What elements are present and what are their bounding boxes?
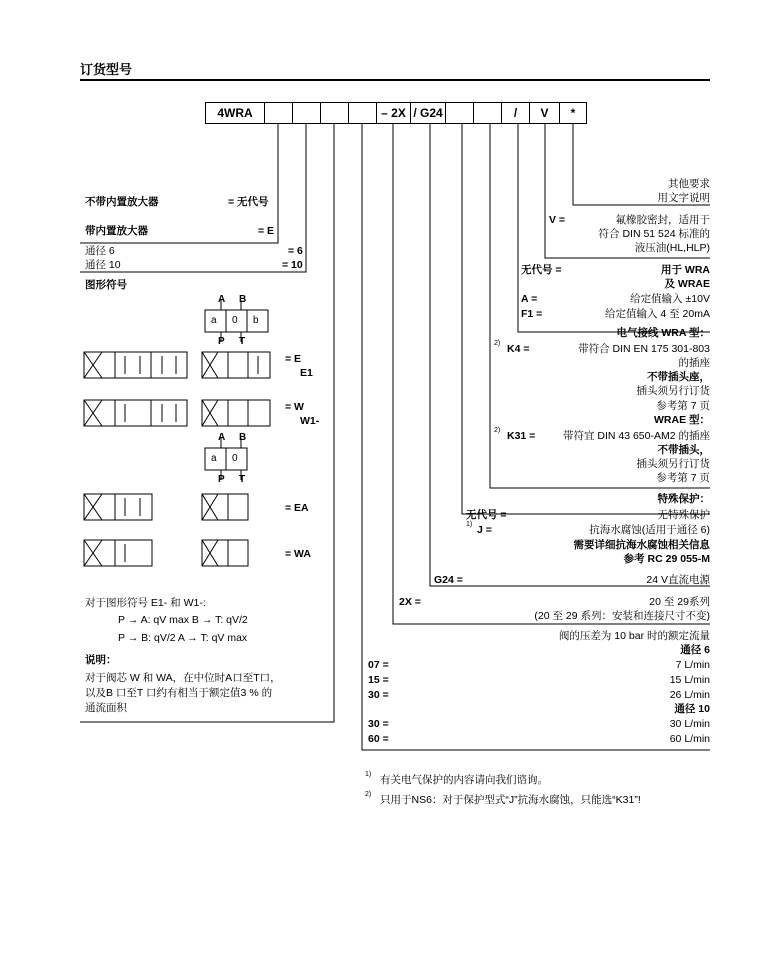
port-b-label: B: [239, 294, 247, 305]
code-2x: 2X: [391, 106, 406, 120]
footnote-1: 有关电气保护的内容请向我们谘询。: [380, 774, 548, 786]
sym-ea-code: = EA: [285, 502, 309, 514]
flow-line-2: P → B: qV/2 A → T: qV max: [118, 632, 248, 644]
note-title: 说明：: [85, 654, 117, 666]
footnote-2-sup: 2): [365, 791, 372, 798]
valve-symbols: [80, 294, 340, 584]
j-text: 抗海水腐蚀(适用于通径 6): [589, 524, 710, 536]
wrae-title: WRAE 型：: [654, 414, 710, 426]
j-code: J =: [477, 524, 492, 536]
port-t-label: T: [239, 336, 246, 347]
size6-code: = 6: [288, 245, 303, 257]
f30-value: 26 L/min: [669, 689, 710, 701]
code-star: *: [559, 102, 587, 124]
j-more-1: 需要详细抗海水腐蚀相关信息: [573, 539, 710, 551]
cell-0-label-2: 0: [232, 453, 238, 464]
2x-code: 2X =: [399, 596, 421, 608]
v-text-3: 液压油(HL,HLP): [634, 242, 710, 254]
and-wrae: 及 WRAE: [664, 278, 710, 290]
code-4wra: 4WRA: [205, 102, 265, 124]
cell-a-label: a: [211, 315, 217, 326]
k4-text-1: 带符合 DIN EN 175 301-803: [578, 343, 710, 355]
k4-text-3: 不带插头座，: [647, 371, 710, 383]
sym-w1-code: W1-: [300, 415, 320, 427]
sym-e-code: = E: [285, 353, 302, 365]
other-req-2: 用文字说明: [657, 192, 710, 204]
other-req-1: 其他要求: [668, 178, 710, 190]
footnote-2: 只用于NS6：对于保护型式“J”抗海水腐蚀，只能选“K31”!: [380, 794, 641, 806]
v-text-2: 符合 DIN 51 524 标准的: [598, 228, 710, 240]
port-b-label-2: B: [239, 432, 247, 443]
port-a-label-2: A: [218, 432, 226, 443]
a-code: A =: [521, 293, 538, 305]
2x-note: (20 至 29 系列：安装和连接尺寸不变): [534, 610, 710, 622]
with-amp-code: = E: [258, 225, 275, 237]
sym-w-code: = W: [285, 401, 304, 413]
f15-code: 15 =: [368, 674, 389, 686]
page-title: 订货型号: [80, 62, 133, 77]
none-code-1: 无代号 =: [521, 264, 562, 276]
no-amp-label: 不带内置放大器: [85, 196, 159, 208]
j-sup: 1): [466, 521, 473, 528]
f30-code: 30 =: [368, 689, 389, 701]
port-t-label-2: T: [239, 474, 246, 485]
a-text: 给定值输入 ±10V: [630, 293, 710, 305]
g60-code: 60 =: [368, 733, 389, 745]
g30-value: 30 L/min: [669, 718, 710, 730]
k31-text-4: 参考第 7 页: [656, 472, 710, 484]
f1-code: F1 =: [521, 308, 543, 320]
no-amp-code: = 无代号: [228, 196, 269, 208]
ng6-title: 通径 6: [680, 644, 710, 656]
k4-code: K4 =: [507, 343, 530, 355]
f1-text: 给定值输入 4 至 20mA: [604, 308, 710, 320]
size6-label: 通径 6: [85, 245, 115, 257]
note-line-2: 以及B 口至T 口约有相当于额定值3 % 的: [85, 687, 273, 699]
cell-0-label: 0: [232, 315, 238, 326]
k31-text-3: 插头须另行订货: [636, 458, 710, 470]
g24-code: G24 =: [434, 574, 463, 586]
symbols-title: 图形符号: [85, 279, 127, 291]
ng10-title: 通径 10: [674, 703, 710, 715]
none-code-2: 无代号 =: [466, 509, 507, 521]
note-line-3: 通流面积: [85, 702, 127, 714]
special-title: 特殊保护：: [657, 493, 710, 505]
k31-text-2: 不带插头，: [657, 444, 710, 456]
f07-code: 07 =: [368, 659, 389, 671]
for-wra: 用于 WRA: [661, 264, 710, 276]
f15-value: 15 L/min: [669, 674, 710, 686]
cell-b-label: b: [253, 315, 259, 326]
v-text-1: 氟橡胶密封，适用于: [615, 214, 710, 226]
flow-title: 阀的压差为 10 bar 时的额定流量: [558, 630, 710, 642]
k31-sup: 2): [494, 427, 501, 434]
port-a-label: A: [218, 294, 226, 305]
footnote-1-sup: 1): [365, 771, 372, 778]
sym-wa-code: = WA: [285, 548, 311, 560]
k4-text-2: 的插座: [678, 357, 710, 369]
k31-text-1: 带符宜 DIN 43 650-AM2 的插座: [562, 430, 710, 442]
g60-value: 60 L/min: [669, 733, 710, 745]
k4-text-4: 插头须另行订货: [636, 385, 710, 397]
e1w1-intro: 对于图形符号 E1- 和 W1-:: [85, 597, 206, 609]
k4-sup: 2): [494, 340, 501, 347]
port-p-label: P: [218, 336, 225, 347]
code-slash: /: [413, 106, 417, 120]
cell-a-label-2: a: [211, 453, 217, 464]
port-p-label-2: P: [218, 474, 225, 485]
2x-text: 20 至 29系列: [649, 596, 710, 608]
code-v: V: [529, 102, 560, 124]
sym-e1-code: E1: [300, 367, 313, 379]
g30-code: 30 =: [368, 718, 389, 730]
size10-code: = 10: [282, 259, 303, 271]
k31-code: K31 =: [507, 430, 536, 442]
code-slash-2: /: [513, 106, 518, 120]
code-dash: –: [381, 106, 388, 120]
note-line-1: 对于阀芯 W 和 WA，在中位时A口至T口，: [85, 672, 281, 684]
none-text-2: 无特殊保护: [657, 509, 710, 521]
with-amp-label: 带内置放大器: [85, 225, 148, 237]
flow-line-1: P → A: qV max B → T: qV/2: [118, 614, 248, 626]
size10-label: 通径 10: [85, 259, 121, 271]
j-more-2: 参考 RC 29 055-M: [623, 553, 710, 565]
f07-value: 7 L/min: [675, 659, 710, 671]
code-g24-text: G24: [420, 106, 443, 120]
g24-text: 24 V直流电源: [646, 574, 710, 586]
v-code: V =: [549, 214, 566, 226]
k4-text-5: 参考第 7 页: [656, 400, 710, 412]
elec-wra-title: 电气接线 WRA 型：: [616, 327, 710, 339]
